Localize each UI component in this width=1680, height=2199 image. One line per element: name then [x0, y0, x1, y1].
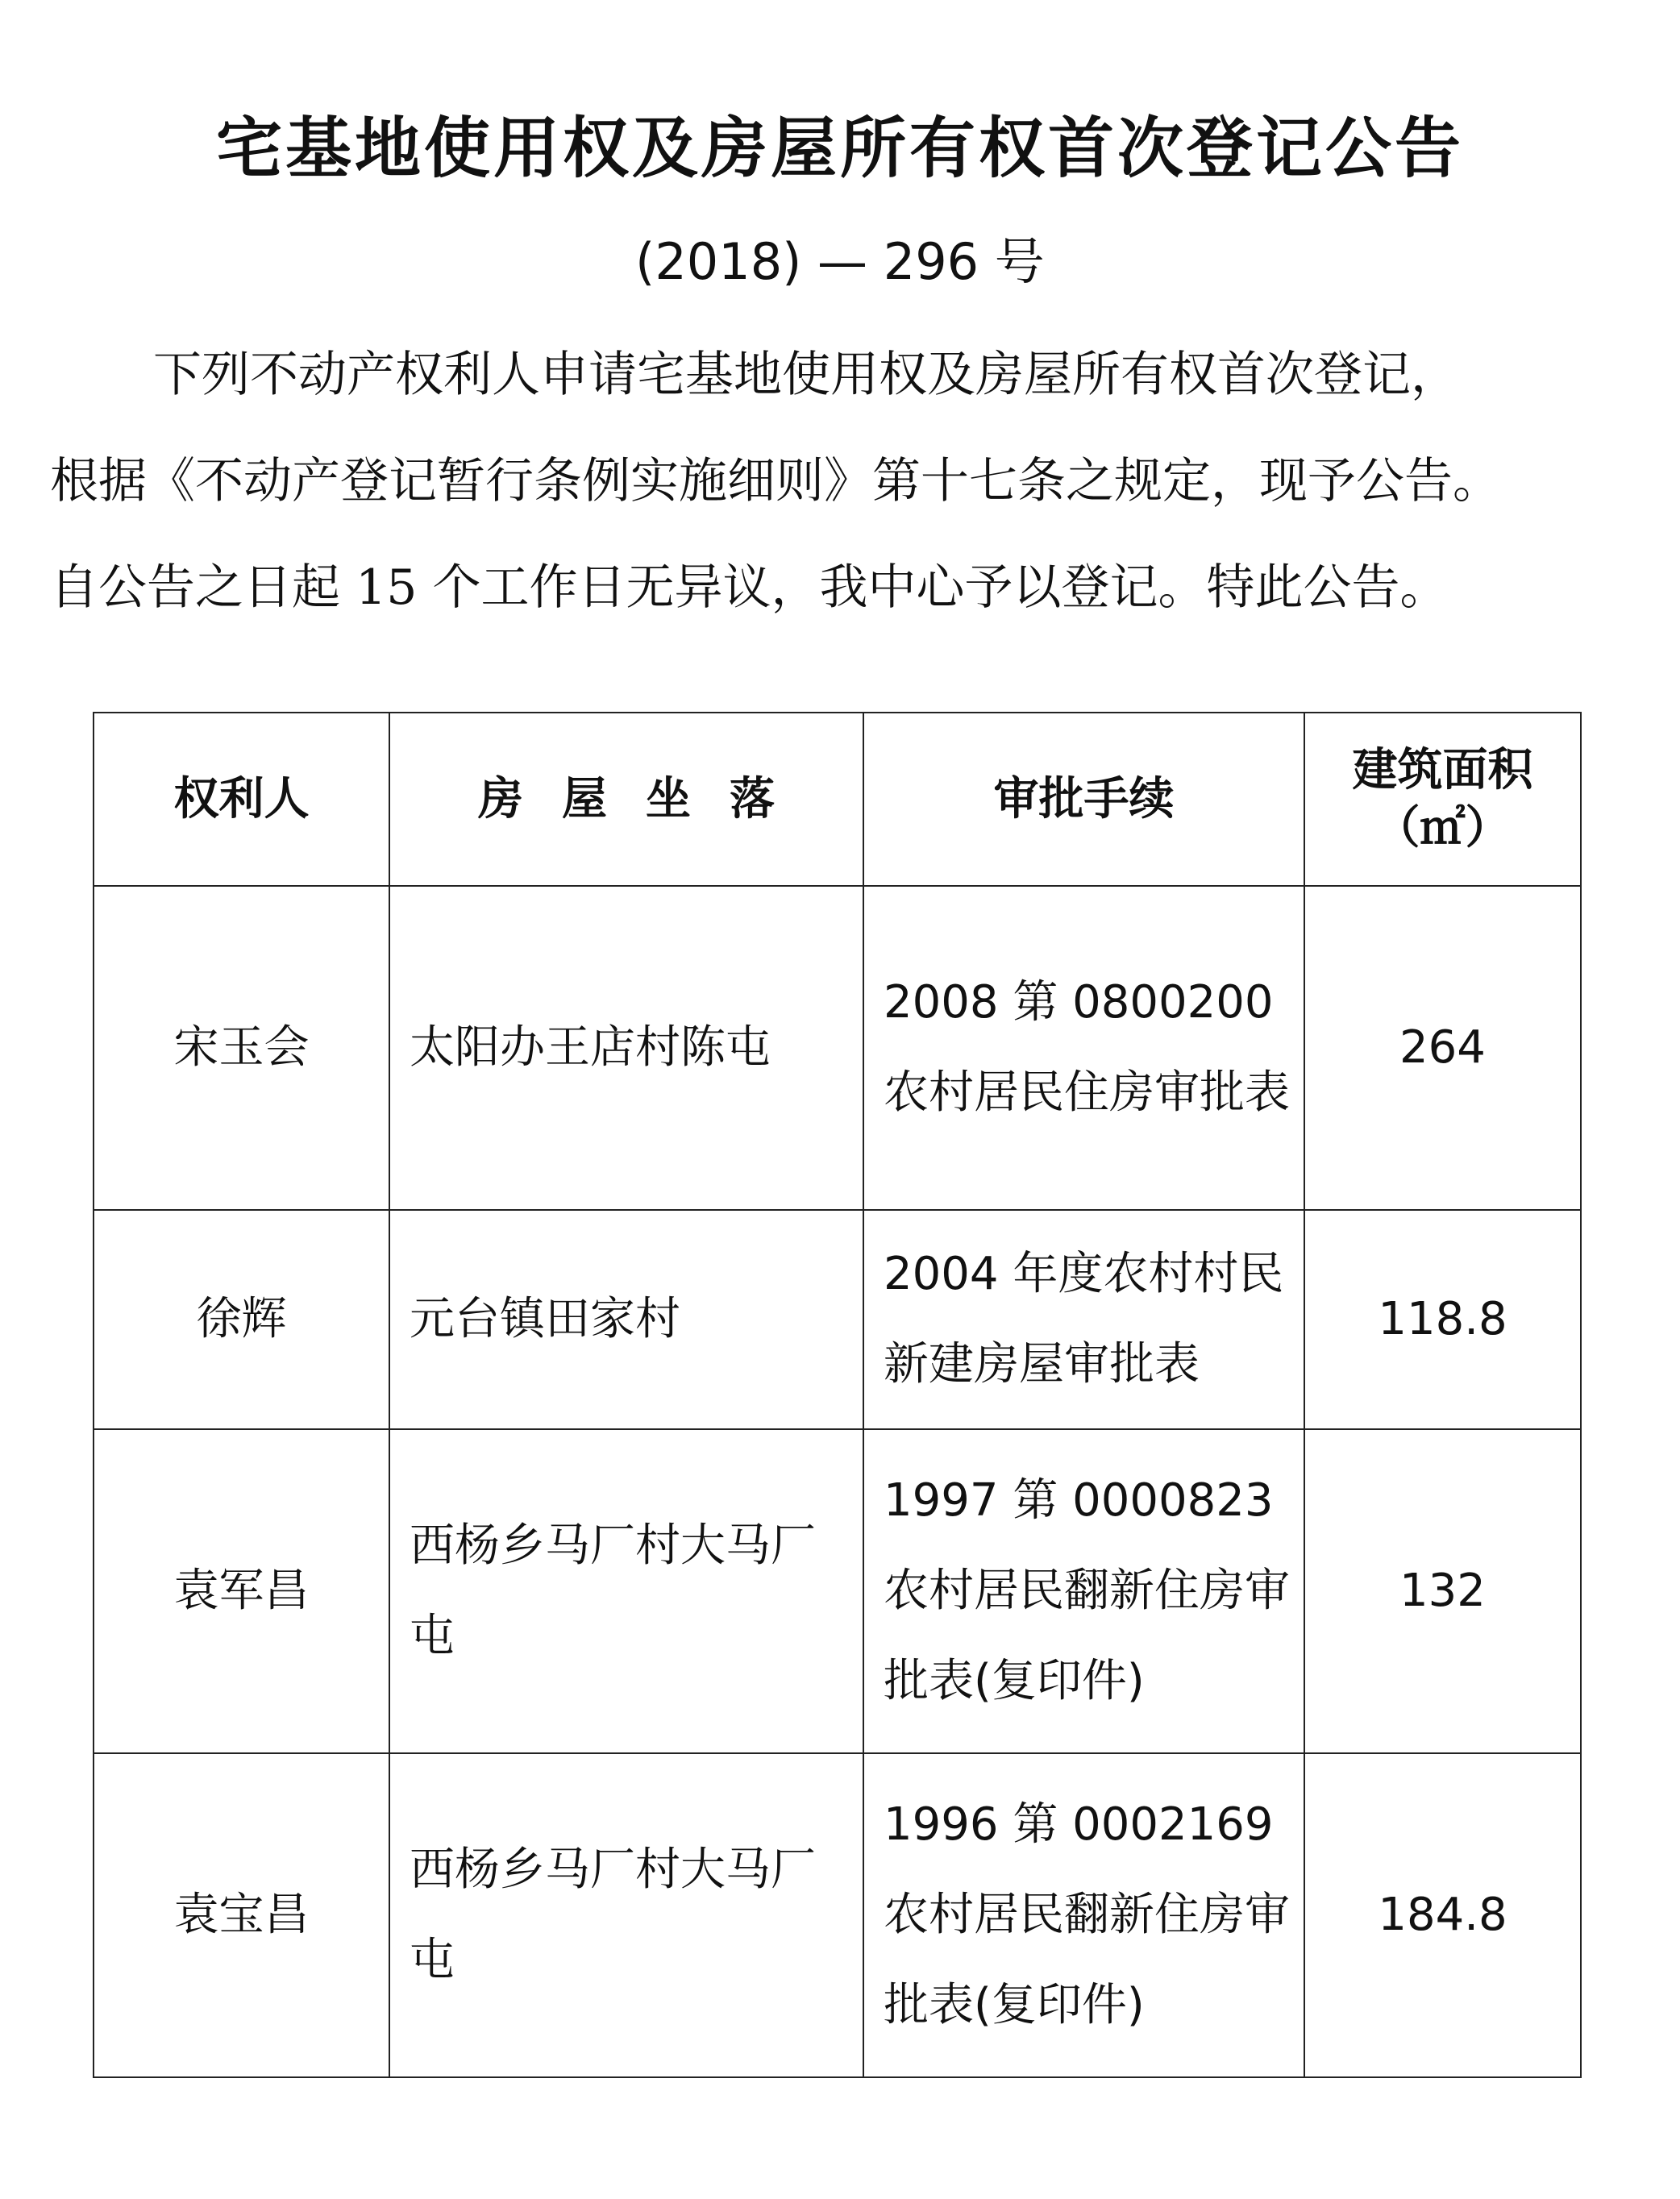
owner-cell: 徐辉: [94, 1210, 389, 1429]
location-cell: 西杨乡马厂村大马厂屯: [389, 1429, 863, 1753]
table-row: [94, 1753, 1581, 2077]
table-row: [94, 886, 1581, 1210]
header-location: [389, 713, 863, 886]
header-area: [1304, 713, 1581, 886]
location-cell: 太阳办王店村陈屯: [389, 886, 863, 1210]
owner-cell: 宋玉会: [94, 886, 389, 1210]
approval-cell: 2004 年度农村村民新建房屋审批表: [863, 1210, 1304, 1429]
location-cell: 西杨乡马厂村大马厂屯: [389, 1753, 863, 2077]
owner-cell: 袁宝昌: [94, 1753, 389, 2077]
registration-table: [93, 712, 1582, 2078]
table-header-row: [94, 713, 1581, 886]
header-approval: 审批手续: [863, 713, 1304, 886]
paragraph-line-3: 自公告之日起 15 个工作日无异议，我中心予以登记。特此公告。: [50, 559, 1449, 616]
paragraph-line-2: 根据《不动产登记暂行条例实施细则》第十七条之规定，现予公告。: [50, 453, 1501, 509]
area-cell: 264: [1304, 886, 1581, 1210]
owner-cell: 袁军昌: [94, 1429, 389, 1753]
area-cell: 118.8: [1304, 1210, 1581, 1429]
header-location-char: 屋: [562, 772, 607, 825]
approval-cell: 1996 第 0002169 农村居民翻新住房审批表(复印件): [863, 1753, 1304, 2077]
approval-cell: 1997 第 0000823 农村居民翻新住房审批表(复印件): [863, 1429, 1304, 1753]
notice-title: 宅基地使用权及房屋所有权首次登记公告: [215, 110, 1464, 187]
location-cell: 元台镇田家村: [389, 1210, 863, 1429]
area-cell: 132: [1304, 1429, 1581, 1753]
table-row: [94, 1210, 1581, 1429]
table-row: [94, 1429, 1581, 1753]
document-number: (2018) — 296 号: [635, 232, 1045, 291]
header-location-char: 坐: [646, 772, 691, 825]
approval-cell: 2008 第 0800200 农村居民住房审批表: [863, 886, 1304, 1210]
header-location-char: 落: [730, 772, 775, 825]
header-owner: 权利人: [94, 713, 389, 886]
header-area-unit: （㎡）: [1374, 801, 1511, 854]
area-cell: 184.8: [1304, 1753, 1581, 2077]
header-location-char: 房: [478, 772, 523, 825]
paragraph-line-1: 下列不动产权利人申请宅基地使用权及房屋所有权首次登记，: [153, 347, 1459, 403]
header-area-title: 建筑面积: [1352, 743, 1533, 796]
